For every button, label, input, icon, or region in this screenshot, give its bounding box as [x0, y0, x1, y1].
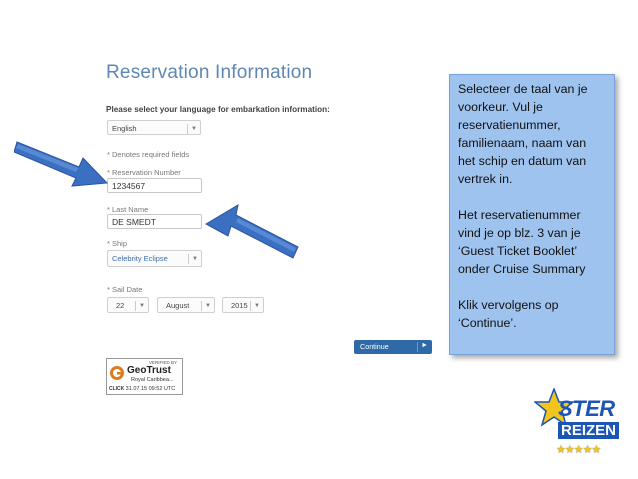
logo-line-2: REIZEN — [558, 422, 619, 439]
required-note: * Denotes required fields — [107, 150, 190, 159]
ship-select[interactable] — [107, 250, 202, 267]
chevron-down-icon: ▼ — [135, 301, 145, 311]
ship-label: * Ship — [107, 239, 128, 248]
geotrust-brand: GeoTrust — [127, 365, 171, 376]
geotrust-badge[interactable] — [106, 358, 183, 395]
sail-date-label: * Sail Date — [107, 285, 143, 294]
logo-line-1: STER — [558, 396, 615, 421]
sail-year-value: 2015 — [231, 301, 248, 310]
last-name-input[interactable]: DE SMEDT — [107, 214, 202, 229]
logo-stars — [556, 443, 600, 456]
sail-year-select[interactable] — [222, 297, 264, 313]
sail-day-select[interactable] — [107, 297, 149, 313]
geotrust-logo-icon — [109, 365, 125, 381]
chevron-down-icon: ▼ — [201, 301, 211, 311]
geotrust-footer — [109, 386, 175, 392]
star-icon: ★ — [556, 444, 565, 456]
geotrust-verified-text: VERIFIED BY — [149, 360, 178, 365]
arrow-right-down-icon — [14, 128, 109, 190]
last-name-label: * Last Name — [107, 205, 149, 214]
callout-paragraph-3: Klik vervolgens op ‘Continue’. — [458, 298, 559, 330]
sail-month-value: August — [166, 301, 190, 310]
language-select-value: English — [112, 124, 137, 133]
star-icon: ★ — [564, 444, 574, 456]
language-select[interactable] — [107, 120, 201, 135]
chevron-down-icon: ▼ — [250, 301, 260, 311]
arrow-left-icon — [204, 200, 300, 262]
button-divider — [417, 342, 418, 352]
sail-day-value: 22 — [116, 301, 125, 310]
page-title: Reservation Information — [106, 62, 313, 83]
reservation-number-label: * Reservation Number — [107, 168, 181, 177]
callout-paragraph-2: Het reservatienummer vind je op blz. 3 van je ‘Guest Ticket Booklet’ onder Cruise Summary — [458, 208, 586, 276]
continue-button[interactable] — [354, 340, 432, 354]
sail-month-select[interactable] — [157, 297, 215, 313]
reservation-number-input[interactable]: 1234567 — [107, 178, 202, 193]
chevron-down-icon: ▼ — [187, 124, 197, 134]
ster-reizen-logo — [530, 388, 630, 463]
chevron-down-icon: ▼ — [188, 254, 198, 264]
callout-paragraph-1: Selecteer de taal van je voorkeur. Vul je reservatienummer, familienaam, naam van het schip en datum van vertrek in. — [458, 82, 588, 186]
language-prompt: Please select your language for embarkation information: — [106, 105, 330, 114]
geotrust-company: Royal Caribbea... — [131, 377, 174, 383]
geotrust-timestamp: 31.07.15 09:52 UTC — [125, 386, 176, 392]
geotrust-click: CLICK — [109, 386, 125, 392]
continue-button-label: Continue — [360, 342, 389, 351]
ship-select-value: Celebrity Eclipse — [112, 254, 168, 263]
star-icon: ★ — [591, 444, 601, 456]
star-icon: ★ — [573, 444, 583, 456]
instruction-callout — [449, 74, 615, 355]
star-icon: ★ — [582, 444, 592, 456]
triangle-right-icon: ► — [421, 342, 428, 349]
